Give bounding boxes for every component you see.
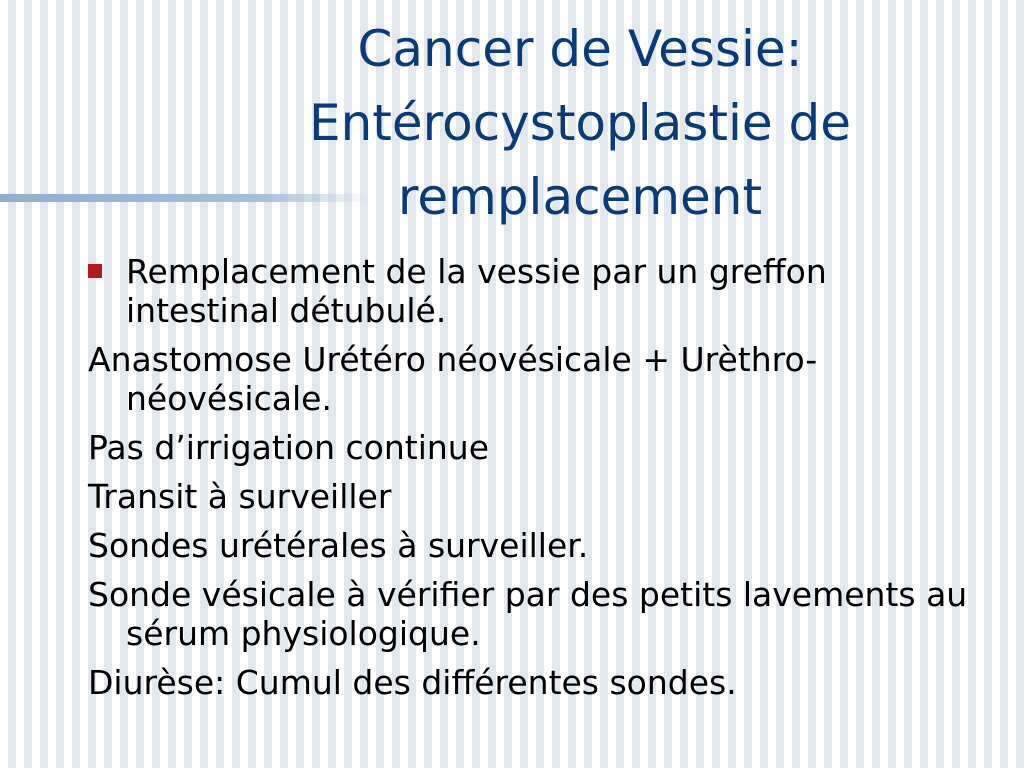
square-bullet-icon — [88, 264, 102, 278]
list-item — [88, 340, 988, 418]
list-item — [88, 575, 988, 653]
list-item — [88, 526, 988, 565]
title-line: Entérocystoplastie de — [309, 94, 851, 152]
slide-title — [190, 12, 970, 234]
list-item-text: Transit à surveiller — [88, 477, 392, 516]
list-item-text: Diurèse: Cumul des différentes sondes. — [88, 663, 737, 702]
list-item — [88, 428, 988, 467]
list-item-text: Sondes urétérales à surveiller. — [88, 526, 589, 565]
list-item — [88, 663, 988, 702]
title-line: Cancer de Vessie: — [357, 20, 803, 78]
list-item-text: Anastomose Urétéro néovésicale + Urèthro-néovésicale. — [88, 340, 818, 418]
title-line: remplacement — [397, 168, 763, 226]
list-item-text: Remplacement de la vessie par un greffon intestinal détubulé. — [126, 252, 827, 330]
list-item — [88, 477, 988, 516]
slide-body-list — [88, 252, 988, 712]
list-item-text: Pas d’irrigation continue — [88, 428, 490, 467]
list-item — [88, 252, 988, 330]
list-item-text: Sonde vésicale à vérifier par des petits lavements au sérum physiologique. — [88, 575, 968, 653]
